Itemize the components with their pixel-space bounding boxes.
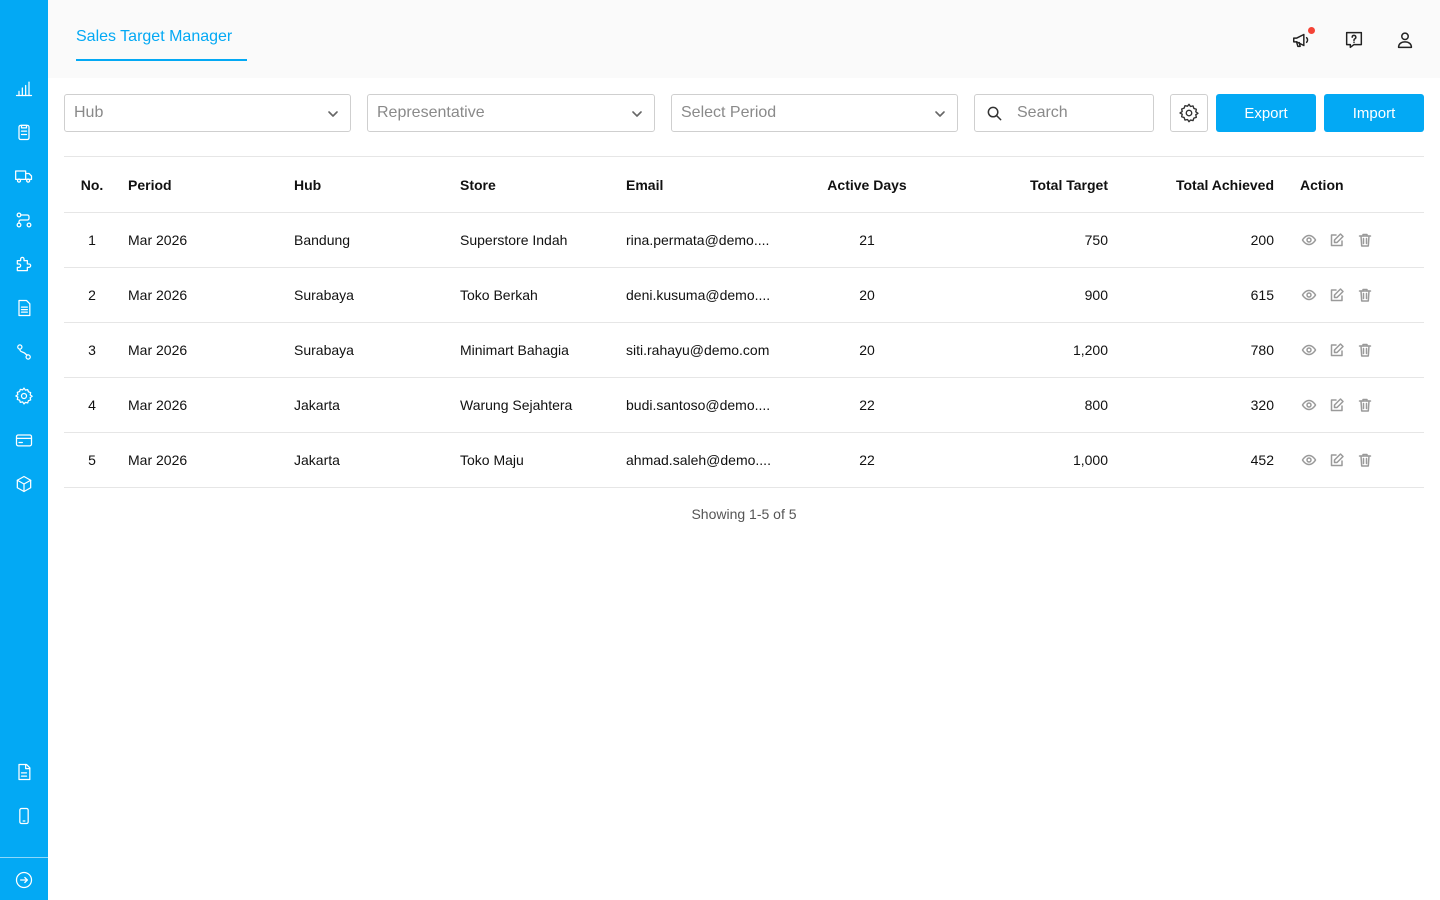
edit-button[interactable]	[1328, 341, 1346, 359]
delete-icon	[1357, 452, 1373, 468]
megaphone-icon[interactable]	[1289, 27, 1315, 53]
table-body	[64, 213, 1424, 488]
column-header-store[interactable]: Store	[460, 176, 496, 193]
delete-icon	[1357, 342, 1373, 358]
cell-active-days: 20	[859, 287, 875, 303]
cell-hub: Jakarta	[294, 452, 340, 468]
pagination-summary: Showing 1-5 of 5	[691, 506, 797, 522]
column-header-hub[interactable]: Hub	[294, 176, 322, 193]
main-content	[48, 78, 1440, 900]
view-icon	[1301, 452, 1317, 468]
period-select[interactable]	[671, 94, 958, 132]
delete-button[interactable]	[1356, 396, 1374, 414]
delete-button[interactable]	[1356, 451, 1374, 469]
cell-active-days: 20	[859, 342, 875, 358]
edit-icon	[1329, 397, 1345, 413]
view-button[interactable]	[1300, 231, 1318, 249]
sidebar	[0, 0, 48, 900]
clipboard-icon[interactable]	[12, 120, 36, 144]
cell-period: Mar 2026	[128, 287, 188, 303]
user-icon[interactable]	[1392, 27, 1418, 53]
package-icon[interactable]	[12, 472, 36, 496]
export-button[interactable]: Export	[1216, 94, 1316, 132]
import-button[interactable]: Import	[1324, 94, 1424, 132]
table-header-row	[64, 157, 1424, 213]
table-row[interactable]	[64, 378, 1424, 433]
cell-email: rina.permata@demo....	[626, 232, 770, 248]
route-icon[interactable]	[12, 340, 36, 364]
edit-button[interactable]	[1328, 396, 1346, 414]
column-header-total-target[interactable]: Total Target	[1029, 176, 1108, 193]
cell-no: 3	[88, 342, 96, 358]
view-icon	[1301, 397, 1317, 413]
delete-button[interactable]	[1356, 341, 1374, 359]
representative-select[interactable]	[367, 94, 655, 132]
cell-total-achieved: 320	[1250, 397, 1274, 413]
cell-store: Superstore Indah	[460, 232, 568, 248]
cell-hub: Surabaya	[294, 287, 354, 303]
search-box	[974, 94, 1154, 132]
cell-total-achieved: 200	[1250, 232, 1274, 248]
sales-target-table	[64, 156, 1424, 488]
row-actions	[1300, 433, 1410, 487]
column-header-email[interactable]: Email	[626, 176, 664, 193]
search-input[interactable]	[1017, 101, 1147, 125]
view-button[interactable]	[1300, 396, 1318, 414]
gear-icon[interactable]	[12, 384, 36, 408]
edit-button[interactable]	[1328, 451, 1346, 469]
truck-icon[interactable]	[12, 164, 36, 188]
edit-button[interactable]	[1328, 286, 1346, 304]
view-icon	[1301, 232, 1317, 248]
edit-button[interactable]	[1328, 231, 1346, 249]
column-header-action: Action	[1300, 176, 1344, 193]
representative-select-placeholder: Representative	[377, 104, 485, 121]
column-header-active-days[interactable]: Active Days	[827, 176, 907, 193]
view-button[interactable]	[1300, 451, 1318, 469]
row-actions	[1300, 213, 1410, 267]
chevron-down-icon	[933, 107, 947, 121]
cell-no: 2	[88, 287, 96, 303]
chevron-down-icon	[326, 107, 340, 121]
row-actions	[1300, 323, 1410, 377]
bar-chart-icon[interactable]	[12, 76, 36, 100]
file-text-icon[interactable]	[12, 760, 36, 784]
document-icon[interactable]	[12, 296, 36, 320]
cell-period: Mar 2026	[128, 342, 188, 358]
delete-button[interactable]	[1356, 231, 1374, 249]
cell-email: siti.rahayu@demo.com	[626, 342, 770, 358]
sidebar-divider	[0, 857, 48, 858]
delete-icon	[1357, 232, 1373, 248]
hub-select[interactable]	[64, 94, 351, 132]
mobile-icon[interactable]	[12, 804, 36, 828]
cell-active-days: 22	[859, 452, 875, 468]
view-icon	[1301, 342, 1317, 358]
cell-total-target: 800	[1084, 397, 1108, 413]
settings-gear-icon	[1178, 102, 1200, 124]
view-icon	[1301, 287, 1317, 303]
active-tab-indicator	[76, 59, 247, 61]
column-header-no[interactable]: No.	[80, 176, 104, 193]
edit-icon	[1329, 342, 1345, 358]
cell-store: Toko Maju	[460, 452, 524, 468]
chevron-down-icon	[630, 107, 644, 121]
row-actions	[1300, 268, 1410, 322]
cell-period: Mar 2026	[128, 452, 188, 468]
cell-store: Warung Sejahtera	[460, 397, 573, 413]
cell-hub: Jakarta	[294, 397, 340, 413]
row-actions	[1300, 378, 1410, 432]
cell-no: 4	[88, 397, 96, 413]
view-button[interactable]	[1300, 341, 1318, 359]
delete-icon	[1357, 287, 1373, 303]
delete-icon	[1357, 397, 1373, 413]
page-title-tab[interactable]: Sales Target Manager	[76, 28, 233, 45]
cell-total-achieved: 615	[1250, 287, 1274, 303]
cell-store: Toko Berkah	[460, 287, 538, 303]
edit-icon	[1329, 452, 1345, 468]
cell-total-target: 900	[1084, 287, 1108, 303]
cell-email: deni.kusuma@demo....	[626, 287, 771, 303]
table-row[interactable]	[64, 323, 1424, 378]
column-header-total-achieved[interactable]: Total Achieved	[1175, 176, 1274, 193]
workflow-icon[interactable]	[12, 208, 36, 232]
credit-card-icon[interactable]	[12, 428, 36, 452]
cell-period: Mar 2026	[128, 397, 188, 413]
logout-icon[interactable]	[12, 868, 36, 892]
table-row[interactable]	[64, 268, 1424, 323]
delete-button[interactable]	[1356, 286, 1374, 304]
help-chat-icon[interactable]	[1341, 27, 1367, 53]
table-row[interactable]	[64, 433, 1424, 488]
cell-no: 1	[88, 232, 96, 248]
table-row[interactable]	[64, 213, 1424, 268]
cell-total-target: 1,000	[1072, 452, 1108, 468]
edit-icon	[1329, 232, 1345, 248]
view-button[interactable]	[1300, 286, 1318, 304]
column-header-period[interactable]: Period	[128, 176, 172, 193]
cell-total-target: 1,200	[1072, 342, 1108, 358]
cell-hub: Surabaya	[294, 342, 354, 358]
cell-total-achieved: 452	[1250, 452, 1274, 468]
cell-store: Minimart Bahagia	[460, 342, 569, 358]
hub-select-placeholder: Hub	[74, 104, 104, 121]
top-header	[48, 0, 1440, 78]
cell-total-target: 750	[1084, 232, 1108, 248]
cell-active-days: 22	[859, 397, 875, 413]
cell-active-days: 21	[859, 232, 875, 248]
cell-hub: Bandung	[294, 232, 351, 248]
cell-email: ahmad.saleh@demo....	[626, 452, 771, 468]
notification-dot	[1308, 27, 1315, 34]
cell-email: budi.santoso@demo....	[626, 397, 771, 413]
cell-no: 5	[88, 452, 96, 468]
edit-icon	[1329, 287, 1345, 303]
cell-total-achieved: 780	[1250, 342, 1274, 358]
period-select-placeholder: Select Period	[681, 104, 777, 121]
cell-period: Mar 2026	[128, 232, 188, 248]
search-icon	[986, 105, 1003, 122]
settings-button[interactable]	[1170, 94, 1208, 132]
puzzle-icon[interactable]	[12, 252, 36, 276]
